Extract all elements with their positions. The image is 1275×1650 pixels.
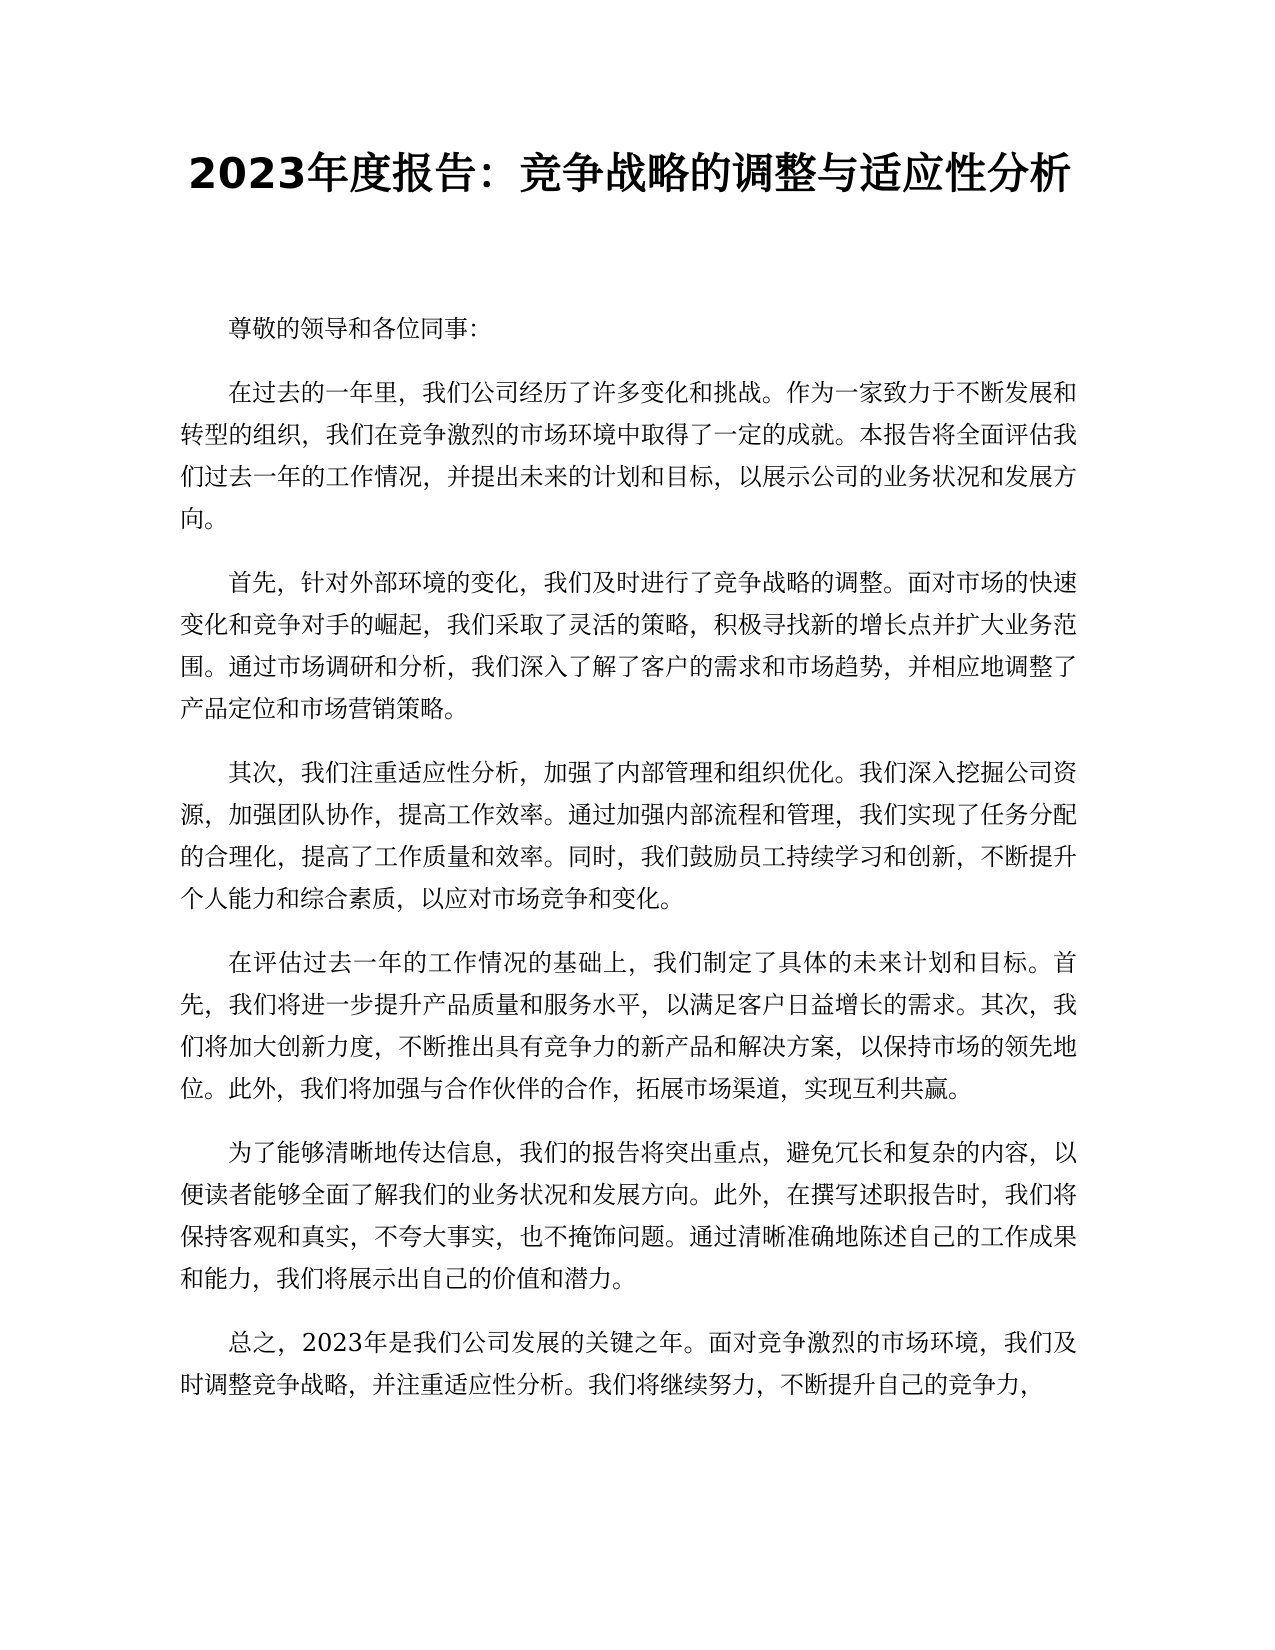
greeting-line: 尊敬的领导和各位同事： xyxy=(228,315,492,343)
paragraph-strategy-adjustment: 首先，针对外部环境的变化，我们及时进行了竞争战略的调整。面对市场的快速变化和竞争对手的崛起，我们采取了灵活的策略，积极寻找新的增长点并扩大业务范围。通过市场调研和分析，我们深入了解了客户的需求和市场趋势，并相应地调整了产品定位和市场营销策略。 xyxy=(180,569,1077,723)
paragraph-future-plan: 在评估过去一年的工作情况的基础上，我们制定了具体的未来计划和目标。首先，我们将进一步提升产品质量和服务水平，以满足客户日益增长的需求。其次，我们将加大创新力度，不断推出具有竞争力的新产品和解决方案，以保持市场的领先地位。此外，我们将加强与合作伙伴的合作，拓展市场渠道，实现互利共赢。 xyxy=(180,949,1077,1103)
paragraph-report-principles: 为了能够清晰地传达信息，我们的报告将突出重点，避免冗长和复杂的内容，以便读者能够全面了解我们的业务状况和发展方向。此外，在撰写述职报告时，我们将保持客观和真实，不夸大事实，也不掩饰问题。通过清晰准确地陈述自己的工作成果和能力，我们将展示出自己的价值和潜力。 xyxy=(180,1139,1077,1293)
document-body xyxy=(180,308,1077,1428)
document-title: 2023年度报告：竞争战略的调整与适应性分析 xyxy=(188,149,1072,198)
paragraph-review: 在过去的一年里，我们公司经历了许多变化和挑战。作为一家致力于不断发展和转型的组织，我们在竞争激烈的市场环境中取得了一定的成就。本报告将全面评估我们过去一年的工作情况，并提出未来的计划和目标，以展示公司的业务状况和发展方向。 xyxy=(180,379,1077,533)
paragraph-conclusion: 总之，2023年是我们公司发展的关键之年。面对竞争激烈的市场环境，我们及时调整竞争战略，并注重适应性分析。我们将继续努力，不断提升自己的竞争力， xyxy=(180,1329,1077,1399)
paragraph-adaptability-analysis: 其次，我们注重适应性分析，加强了内部管理和组织优化。我们深入挖掘公司资源，加强团队协作，提高工作效率。通过加强内部流程和管理，我们实现了任务分配的合理化，提高了工作质量和效率。同时，我们鼓励员工持续学习和创新，不断提升个人能力和综合素质，以应对市场竞争和变化。 xyxy=(180,759,1077,913)
